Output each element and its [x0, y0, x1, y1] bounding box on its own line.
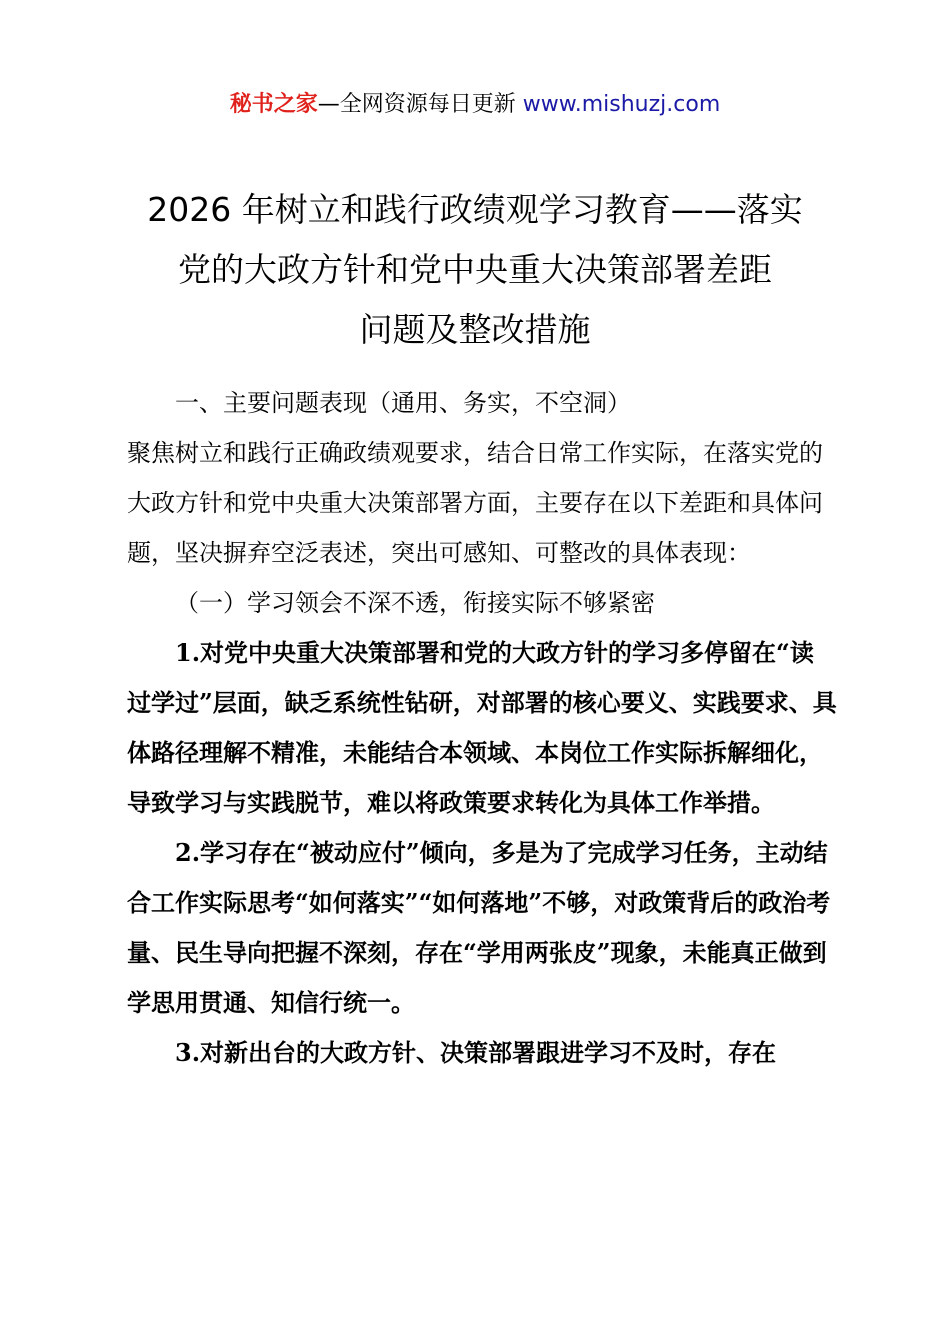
site-header: [0, 88, 950, 122]
section-heading: 一、主要问题表现（通用、务实，不空洞）: [175, 389, 631, 417]
document-body: [127, 378, 837, 1078]
site-url-link[interactable]: www.mishuzj.com: [522, 92, 721, 117]
brand-name: 秘书之家: [229, 92, 318, 117]
title-line-1: 2026 年树立和践行政绩观学习教育——落实: [147, 190, 803, 229]
header-slogan: —全网资源每日更新: [317, 92, 523, 117]
item-2-paragraph: 2.学习存在“被动应付”倾向，多是为了完成学习任务，主动结合工作实际思考“如何落实”“如何落地”不够，对政策背后的政治考量、民生导向把握不深刻，存在“学用两张皮”现象，未能真正做到学思用贯通、知信行统一。: [127, 838, 831, 1017]
title-line-2: 党的大政方针和党中央重大决策部署差距: [178, 250, 772, 289]
item-1-paragraph: 1.对党中央重大决策部署和党的大政方针的学习多停留在“读过学过”层面，缺乏系统性钻研，对部署的核心要义、实践要求、具体路径理解不精准，未能结合本领域、本岗位工作实际拆解细化，导致学习与实践脱节，难以将政策要求转化为具体工作举措。: [127, 638, 837, 817]
title-line-3: 问题及整改措施: [359, 310, 591, 349]
intro-paragraph: 聚焦树立和践行正确政绩观要求，结合日常工作实际，在落实党的大政方针和党中央重大决策部署方面，主要存在以下差距和具体问题，坚决摒弃空泛表述，突出可感知、可整改的具体表现：: [127, 439, 823, 567]
subsection-heading: （一）学习领会不深不透，衔接实际不够紧密: [175, 589, 655, 617]
item-3-paragraph: 3.对新出台的大政方针、决策部署跟进学习不及时，存在: [175, 1038, 777, 1067]
document-title: [100, 180, 850, 360]
